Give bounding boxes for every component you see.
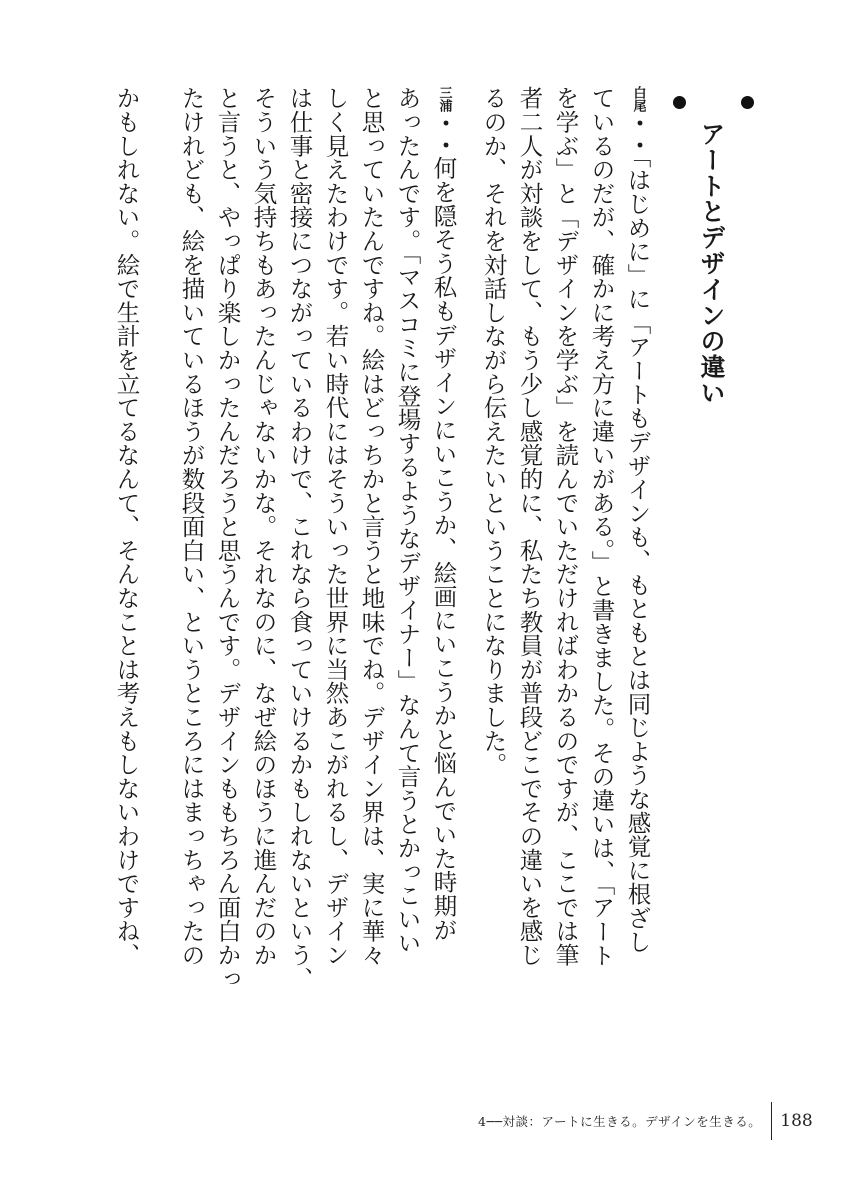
body-line: かもしれない。絵で生計を立てるなんて、そんなことは考えもしないわけですね、	[112, 86, 141, 967]
body-line: ているのだが、確かに考え方に違いがある。」と書きました。その違いは、「アート	[587, 86, 616, 967]
section-heading: アートとデザインの違い	[697, 121, 726, 406]
speaker-marker: ・・	[625, 112, 651, 156]
page-number: 188	[780, 1111, 813, 1131]
body-line: そういう気持ちもあったんじゃないかな。それなのに、なぜ絵のほうに進んだのか	[249, 86, 278, 967]
body-line: るのか、それを対話しながら伝えたいということになりました。	[479, 86, 508, 777]
body-text: 何を隠そう私もデザインにいこうか、絵画にいこうかと悩んでいた時期が	[429, 156, 458, 942]
chapter-title: 4──対談：アートに生きる。デザインを生きる。	[478, 1114, 762, 1129]
body-line: たけれども、絵を描いているほうが数段面白い、というところにはまっちゃったの	[177, 86, 206, 967]
body-line: と思っていたんですね。絵はどっちかと言うと地味でね。デザイン界は、実に華々	[357, 86, 386, 967]
speaker-marker: ・・	[431, 112, 457, 156]
page-footer	[478, 1108, 813, 1134]
body-line: 者二人が対談をして、もう少し感覚的に、私たち教員が普段どこでその違いを感じ	[515, 86, 544, 967]
speaker-name: 三浦	[436, 86, 452, 112]
body-line	[429, 86, 458, 942]
bullet-dot-icon	[673, 96, 686, 109]
body-line	[623, 86, 652, 954]
body-line: と言うと、やっぱり楽しかったんだろうと思うんです。デザインももちろん面白かっ	[213, 86, 242, 991]
body-line: あったんです。「マスコミに登場するようなデザイナー」なんて言うとかっこいい	[393, 86, 422, 955]
footer-divider	[771, 1102, 772, 1140]
body-line: を学ぶ」と「デザインを学ぶ」を読んでいただければわかるのですが、ここでは筆	[551, 86, 580, 967]
speaker-name: 白尾	[630, 86, 646, 112]
bullet-dot-icon	[741, 96, 754, 109]
body-line: しく見えたわけです。若い時代にはそういった世界に当然あこがれるし、デザイン	[321, 86, 350, 967]
body-text: 「はじめに」に「アートもデザインも、もともとは同じような感覚に根ざし	[623, 156, 652, 954]
body-line: は仕事と密接につながっているわけで、これなら食っていけるかもしれないという、	[285, 86, 314, 991]
